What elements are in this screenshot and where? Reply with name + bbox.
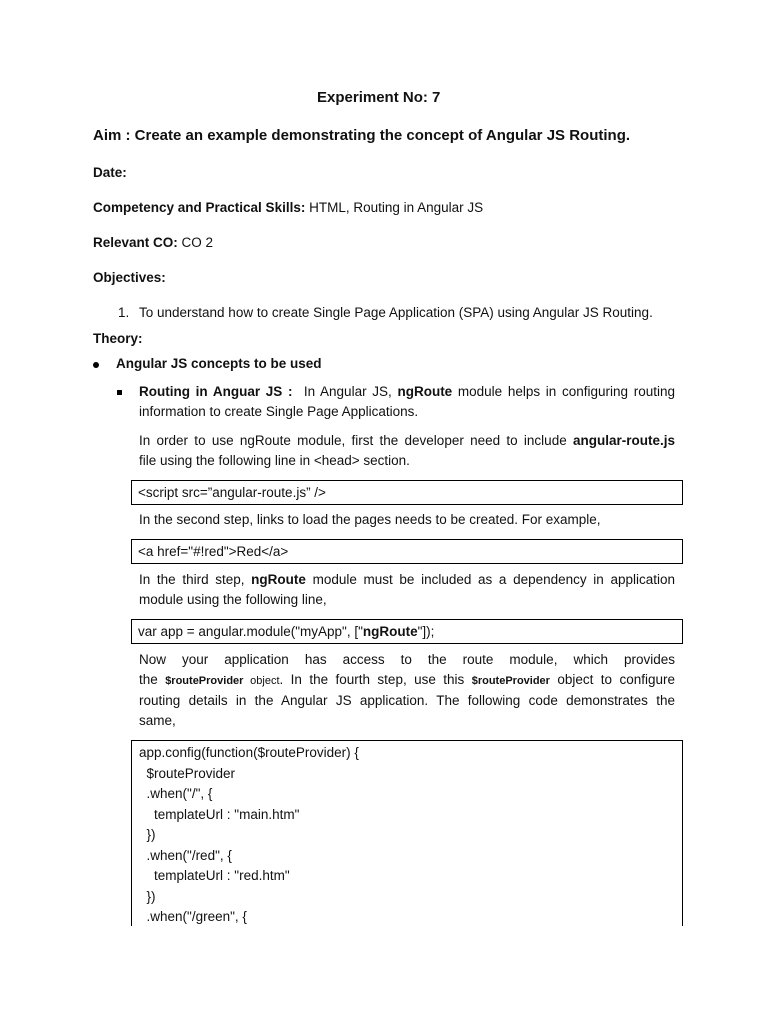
code-line: templateUrl : "red.htm" <box>139 868 290 883</box>
module-bold: ngRoute <box>362 624 418 639</box>
link-code-box: <a href="#!red">Red</a> <box>131 539 683 564</box>
now-line2-mid: . In the fourth step, use this <box>279 672 472 687</box>
relevant-co-line <box>93 235 213 250</box>
routing-line1-post: module helps in configuring routing <box>452 384 675 399</box>
third-step-paragraph <box>139 570 675 610</box>
third-bold: ngRoute <box>251 572 306 587</box>
third-line-2: module using the following line, <box>139 592 327 607</box>
route-provider-term-1: $routeProvider <box>165 675 244 687</box>
script-code-box: <script src=”angular-route.js” /> <box>131 480 683 505</box>
module-pre: var app = angular.module("myApp", [" <box>138 624 363 639</box>
now-line-2 <box>139 670 675 691</box>
now-line2-pre: the <box>139 672 166 687</box>
now-line-1: Now your application has access to the route module, which provides <box>139 652 675 667</box>
code-line: .when("/green", { <box>139 909 247 924</box>
routing-paragraph <box>139 382 675 422</box>
third-line-1 <box>139 570 675 590</box>
relevant-co-value: CO 2 <box>177 235 214 250</box>
competency-label: Competency and Practical Skills: <box>93 200 306 215</box>
code-line: }) <box>139 827 156 842</box>
now-line-3: routing details in the Angular JS application. The following code demonstrates the <box>139 693 675 708</box>
code-line: app.config(function($routeProvider) { <box>139 745 359 760</box>
include-post: file using the following line in <head> section. <box>139 453 410 468</box>
include-paragraph <box>139 431 675 471</box>
objective-text: To understand how to create Single Page Application (SPA) using Angular JS Routing. <box>139 305 653 320</box>
module-code-box <box>131 619 683 644</box>
page-title: Experiment No: 7 <box>317 89 441 106</box>
routing-line-2: information to create Single Page Applications. <box>139 404 419 419</box>
code-line: .when("/red", { <box>139 847 232 863</box>
date-label: Date: <box>93 165 127 180</box>
theory-label: Theory: <box>93 331 143 346</box>
include-bold: angular-route.js <box>572 433 675 448</box>
code-line: .when("/", { <box>139 786 213 801</box>
objectives-label: Objectives: <box>93 270 166 285</box>
object-term: object <box>243 675 280 687</box>
now-paragraph <box>139 650 675 731</box>
routing-line-1 <box>139 382 675 402</box>
relevant-co-label: Relevant CO: <box>93 235 178 250</box>
code-line: $routeProvider <box>139 765 236 781</box>
links-paragraph: In the second step, links to load the pages needs to be created. For example, <box>139 512 601 527</box>
include-line-1 <box>139 431 675 451</box>
now-line-4: same, <box>139 713 176 728</box>
objective-number: 1. <box>118 305 130 320</box>
competency-line <box>93 200 483 215</box>
routing-ngroute: ngRoute <box>397 384 453 399</box>
code-line: }) <box>139 888 156 904</box>
competency-value: HTML, Routing in Angular JS <box>305 200 484 215</box>
code-line: templateUrl : "main.htm" <box>139 806 300 822</box>
module-post: "]); <box>417 624 435 639</box>
third-pre: In the third step, <box>139 572 252 587</box>
config-code-box <box>131 740 683 926</box>
third-post: module must be included as a dependency in application <box>305 572 676 587</box>
routing-line1-pre: In Angular JS, <box>303 384 398 399</box>
routing-heading: Routing in Anguar JS : <box>139 384 293 399</box>
route-provider-term-2: $routeProvider <box>471 675 550 687</box>
bullet-concepts-text: Angular JS concepts to be used <box>116 356 322 371</box>
include-pre: In order to use ngRoute module, first the developer need to include <box>139 433 573 448</box>
now-line2-post: object to configure <box>549 672 675 687</box>
bullet-disc-icon <box>93 362 99 368</box>
bullet-square-icon <box>117 390 122 395</box>
aim-heading: Aim : Create an example demonstrating the concept of Angular JS Routing. <box>93 127 631 144</box>
